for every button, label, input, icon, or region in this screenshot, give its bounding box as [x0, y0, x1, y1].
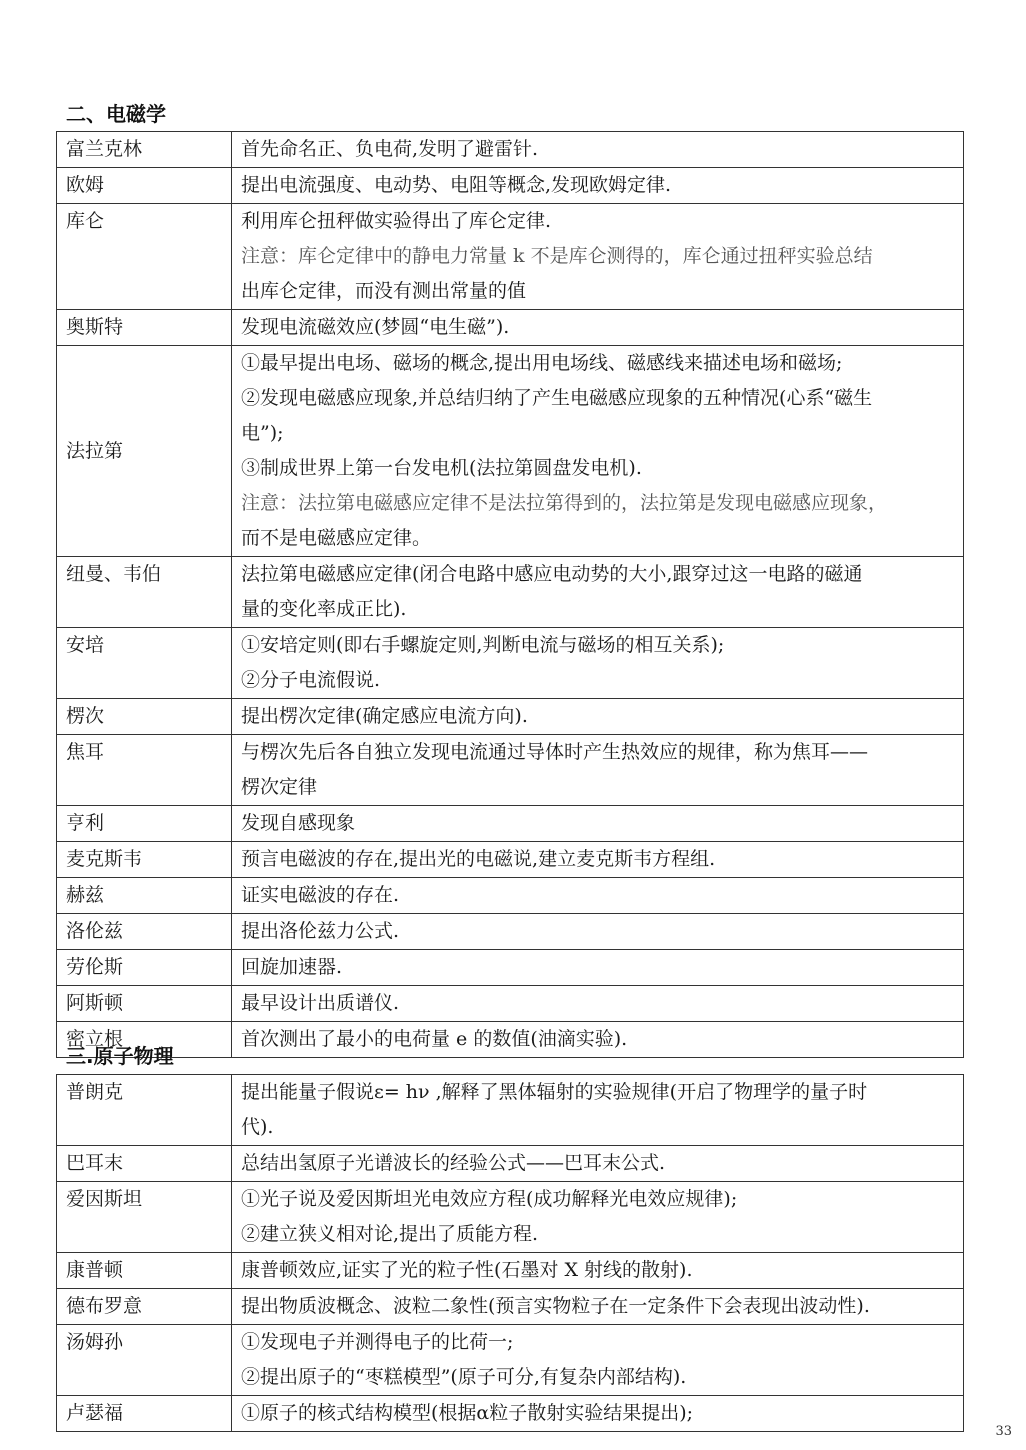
contribution-description	[232, 735, 964, 806]
description-line: ①最早提出电场、磁场的概念,提出用电场线、磁感线来描述电场和磁场;	[241, 352, 843, 374]
scientist-name: 阿斯顿	[57, 986, 232, 1022]
scientist-name: 麦克斯韦	[57, 842, 232, 878]
contribution-description	[232, 310, 964, 346]
contribution-description	[232, 1075, 964, 1146]
scientist-name: 德布罗意	[57, 1289, 232, 1325]
scientist-name: 欧姆	[57, 168, 232, 204]
description-line: ②发现电磁感应现象,并总结归纳了产生电磁感应现象的五种情况(心系“磁生	[241, 387, 873, 409]
contribution-description	[232, 204, 964, 310]
section-title-electromagnetism: 二、电磁学	[66, 102, 166, 126]
scientist-name: 普朗克	[57, 1075, 232, 1146]
contribution-description	[232, 1146, 964, 1182]
description-line: 提出电流强度、电动势、电阻等概念,发现欧姆定律.	[241, 174, 672, 196]
contribution-description	[232, 806, 964, 842]
table-row	[57, 950, 964, 986]
table-row	[57, 878, 964, 914]
table-row	[57, 1289, 964, 1325]
scientist-name: 安培	[57, 628, 232, 699]
description-line: 提出楞次定律(确定感应电流方向).	[241, 705, 528, 727]
scientist-name: 爱因斯坦	[57, 1182, 232, 1253]
table-row	[57, 842, 964, 878]
description-line: 首先命名正、负电荷,发明了避雷针.	[241, 138, 539, 160]
contribution-description	[232, 1289, 964, 1325]
contribution-description	[232, 1022, 964, 1058]
description-line: 注意：法拉第电磁感应定律不是法拉第得到的，法拉第是发现电磁感应现象，	[241, 492, 888, 514]
description-line: 而不是电磁感应定律。	[241, 527, 432, 549]
contribution-description	[232, 628, 964, 699]
description-line: 注意：库仑定律中的静电力常量 k 不是库仑测得的，库仑通过扭秤实验总结	[241, 245, 873, 267]
contribution-description	[232, 557, 964, 628]
table-row	[57, 1146, 964, 1182]
description-line: ②分子电流假说.	[241, 669, 381, 691]
description-line: 利用库仑扭秤做实验得出了库仑定律.	[241, 210, 552, 232]
description-line: 总结出氢原子光谱波长的经验公式——巴耳末公式.	[241, 1152, 666, 1174]
contribution-description	[232, 1182, 964, 1253]
description-line: ①发现电子并测得电子的比荷一;	[241, 1331, 514, 1353]
scientist-name: 奥斯特	[57, 310, 232, 346]
contribution-description	[232, 878, 964, 914]
scientist-name: 库仑	[57, 204, 232, 310]
description-line: 楞次定律	[241, 776, 318, 798]
contribution-description	[232, 986, 964, 1022]
contribution-description	[232, 914, 964, 950]
scientist-name: 楞次	[57, 699, 232, 735]
description-line: 首次测出了最小的电荷量 e 的数值(油滴实验).	[241, 1028, 628, 1050]
contribution-description	[232, 842, 964, 878]
table-row	[57, 986, 964, 1022]
scientist-name: 康普顿	[57, 1253, 232, 1289]
table-row	[57, 132, 964, 168]
description-line: ①光子说及爱因斯坦光电效应方程(成功解释光电效应规律);	[241, 1188, 738, 1210]
description-line: 发现自感现象	[241, 812, 356, 834]
description-line: 康普顿效应,证实了光的粒子性(石墨对 X 射线的散射).	[241, 1259, 693, 1281]
table-row	[57, 699, 964, 735]
description-line: 发现电流磁效应(梦圆“电生磁”).	[241, 316, 510, 338]
table-row	[57, 346, 964, 557]
table-row	[57, 1253, 964, 1289]
atomic-physics-table	[56, 1074, 964, 1432]
table-row	[57, 628, 964, 699]
description-line: 最早设计出质谱仪.	[241, 992, 400, 1014]
table-row	[57, 204, 964, 310]
scientist-name: 巴耳末	[57, 1146, 232, 1182]
description-line: ③制成世界上第一台发电机(法拉第圆盘发电机).	[241, 457, 642, 479]
table-row	[57, 1075, 964, 1146]
table-row	[57, 1022, 964, 1058]
description-line: 量的变化率成正比).	[241, 598, 407, 620]
scientist-name: 亨利	[57, 806, 232, 842]
description-line: 与楞次先后各自独立发现电流通过导体时产生热效应的规律，称为焦耳——	[241, 741, 869, 763]
table-row	[57, 310, 964, 346]
description-line: 回旋加速器.	[241, 956, 343, 978]
contribution-description	[232, 1325, 964, 1396]
scientist-name: 洛伦兹	[57, 914, 232, 950]
contribution-description	[232, 1396, 964, 1432]
scientist-name: 纽曼、韦伯	[57, 557, 232, 628]
scientist-name: 汤姆孙	[57, 1325, 232, 1396]
table-row	[57, 1182, 964, 1253]
table-row	[57, 557, 964, 628]
section-title-atomic-physics: 三.原子物理	[66, 1044, 174, 1068]
scientist-name: 密立根	[57, 1022, 232, 1058]
contribution-description	[232, 950, 964, 986]
contribution-description	[232, 1253, 964, 1289]
contribution-description	[232, 699, 964, 735]
contribution-description	[232, 168, 964, 204]
scientist-name: 富兰克林	[57, 132, 232, 168]
description-line: ①安培定则(即右手螺旋定则,判断电流与磁场的相互关系);	[241, 634, 725, 656]
electromagnetism-table	[56, 131, 964, 1058]
description-line: ①原子的核式结构模型(根据α粒子散射实验结果提出);	[241, 1402, 694, 1424]
scientist-name: 劳伦斯	[57, 950, 232, 986]
description-line: 提出洛伦兹力公式.	[241, 920, 400, 942]
table-row	[57, 735, 964, 806]
contribution-description	[232, 346, 964, 557]
description-line: 证实电磁波的存在.	[241, 884, 400, 906]
table-row	[57, 1396, 964, 1432]
description-line: ②提出原子的“枣糕模型”(原子可分,有复杂内部结构).	[241, 1366, 687, 1388]
description-line: 提出能量子假说ε= hν ,解释了黑体辐射的实验规律(开启了物理学的量子时	[241, 1081, 868, 1103]
description-line: 出库仑定律，而没有测出常量的值	[241, 280, 527, 302]
scientist-name: 焦耳	[57, 735, 232, 806]
table-row	[57, 914, 964, 950]
table-row	[57, 168, 964, 204]
scientist-name: 卢瑟福	[57, 1396, 232, 1432]
contribution-description	[232, 132, 964, 168]
description-line: ②建立狭义相对论,提出了质能方程.	[241, 1223, 539, 1245]
page-number: 33	[995, 1424, 1012, 1439]
description-line: 法拉第电磁感应定律(闭合电路中感应电动势的大小,跟穿过这一电路的磁通	[241, 563, 863, 585]
scientist-name: 赫兹	[57, 878, 232, 914]
table-row	[57, 806, 964, 842]
table-row	[57, 1325, 964, 1396]
scientist-name: 法拉第	[57, 346, 232, 557]
description-line: 预言电磁波的存在,提出光的电磁说,建立麦克斯韦方程组.	[241, 848, 716, 870]
description-line: 电”);	[241, 422, 284, 444]
description-line: 提出物质波概念、波粒二象性(预言实物粒子在一定条件下会表现出波动性).	[241, 1295, 870, 1317]
description-line: 代).	[241, 1116, 274, 1138]
